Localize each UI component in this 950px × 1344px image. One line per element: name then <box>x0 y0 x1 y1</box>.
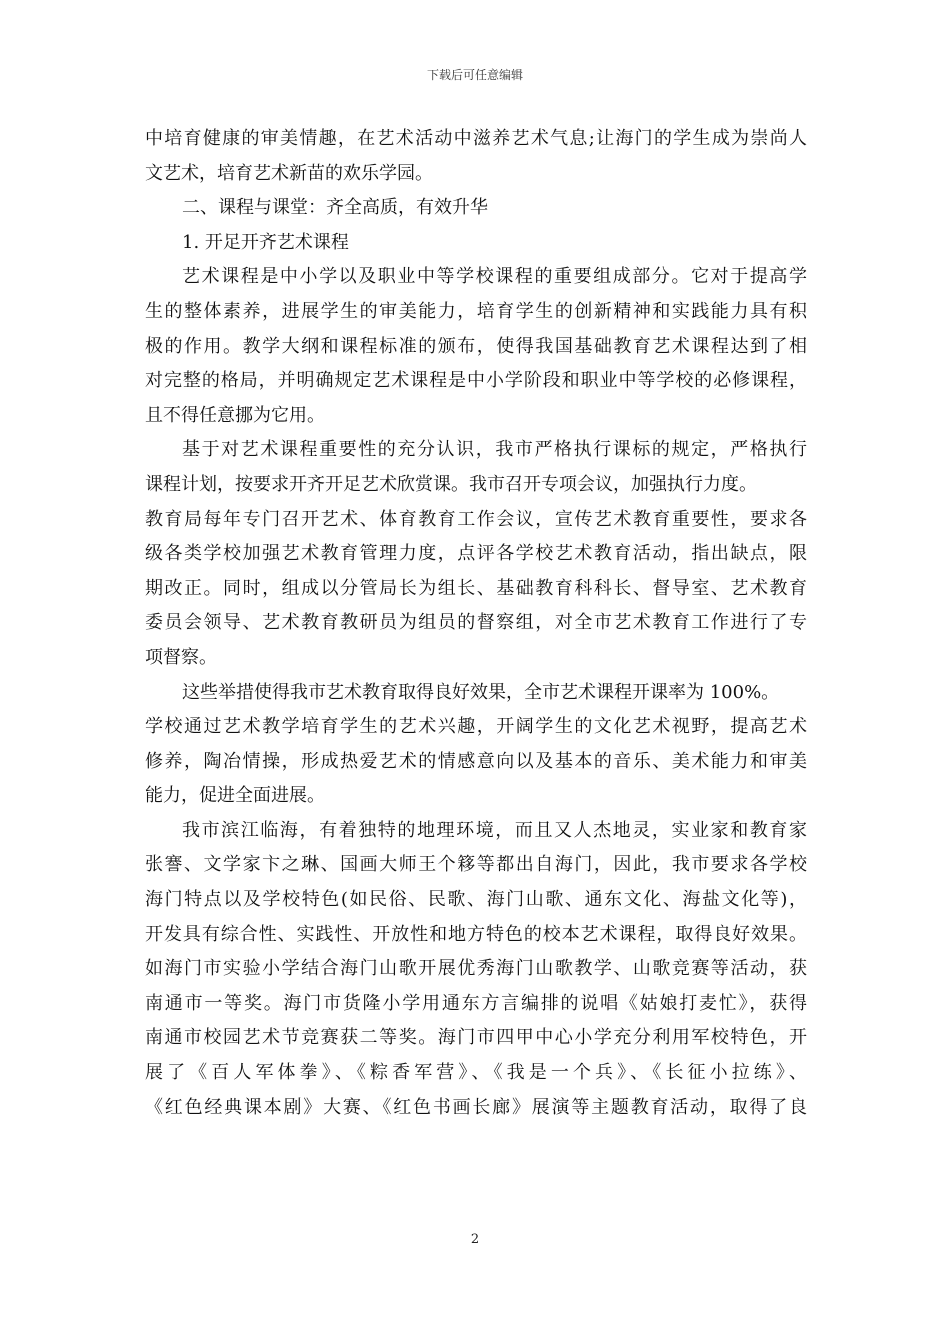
text-line: 项督察。 <box>145 646 217 668</box>
page-number: 2 <box>470 1232 480 1247</box>
text-line: 极的作用。教学大纲和课程标准的颁布，使得我国基础教育艺术课程达到了相 <box>145 335 807 357</box>
text-line: 能力，促进全面进展。 <box>145 785 325 807</box>
text-line: 展了《百人军体拳》、《粽香军营》、《我是一个兵》、《长征小拉练》、 <box>145 1062 807 1084</box>
text-line: 开发具有综合性、实践性、开放性和地方特色的校本艺术课程，取得良好效果。 <box>145 923 807 945</box>
subsection-heading: 1. 开足开齐艺术课程 <box>182 231 349 253</box>
text-line: 修养，陶冶情操，形成热爱艺术的情感意向以及基本的音乐、美术能力和审美 <box>145 750 807 772</box>
text-line: 委员会领导、艺术教育教研员为组员的督察组，对全市艺术教育工作进行了专 <box>145 612 807 634</box>
page-header: 下载后可任意编辑 <box>426 68 523 82</box>
text-line: 生的整体素养，进展学生的审美能力，培育学生的创新精神和实践能力具有积 <box>145 300 807 322</box>
text-line: 级各类学校加强艺术教育管理力度，点评各学校艺术教育活动，指出缺点，限 <box>145 543 807 565</box>
text-line: 文艺术，培育艺术新苗的欢乐学园。 <box>145 162 433 184</box>
text-line: 教育局每年专门召开艺术、体育教育工作会议，宣传艺术教育重要性，要求各 <box>145 508 807 530</box>
text-line: 基于对艺术课程重要性的充分认识，我市严格执行课标的规定，严格执行 <box>182 439 807 461</box>
text-line: 中培育健康的审美情趣，在艺术活动中滋养艺术气息;让海门的学生成为崇尚人 <box>145 128 807 149</box>
text-line: 对完整的格局，并明确规定艺术课程是中小学阶段和职业中等学校的必修课程， <box>145 370 807 392</box>
text-line: 这些举措使得我市艺术教育取得良好效果，全市艺术课程开课率为 100%。 <box>182 681 780 703</box>
text-line: 南通市一等奖。海门市货隆小学用通东方言编排的说唱《姑娘打麦忙》，获得 <box>145 992 807 1014</box>
section-heading: 二、课程与课堂：齐全高质，有效升华 <box>182 197 488 219</box>
document-body <box>145 122 807 1125</box>
text-line: 且不得任意挪为它用。 <box>145 404 325 426</box>
text-line: 海门特点以及学校特色(如民俗、民歌、海门山歌、通东文化、海盐文化等)， <box>145 889 807 911</box>
text-line: 南通市校园艺术节竞赛获二等奖。海门市四甲中心小学充分利用军校特色，开 <box>145 1027 807 1049</box>
text-line: 张謇、文学家卞之琳、国画大师王个簃等都出自海门，因此，我市要求各学校 <box>145 854 807 876</box>
text-line: 学校通过艺术教学培育学生的艺术兴趣，开阔学生的文化艺术视野，提高艺术 <box>145 716 807 738</box>
text-line: 《红色经典课本剧》大赛、《红色书画长廊》展演等主题教育活动，取得了良 <box>145 1096 807 1118</box>
text-line: 课程计划，按要求开齐开足艺术欣赏课。我市召开专项会议，加强执行力度。 <box>145 473 757 495</box>
text-line: 艺术课程是中小学以及职业中等学校课程的重要组成部分。它对于提高学 <box>182 266 807 288</box>
text-line: 期改正。同时，组成以分管局长为组长、基础教育科科长、督导室、艺术教育 <box>145 577 807 599</box>
text-line: 如海门市实验小学结合海门山歌开展优秀海门山歌教学、山歌竞赛等活动，获 <box>145 958 807 980</box>
text-line: 我市滨江临海，有着独特的地理环境，而且又人杰地灵，实业家和教育家 <box>182 819 807 841</box>
